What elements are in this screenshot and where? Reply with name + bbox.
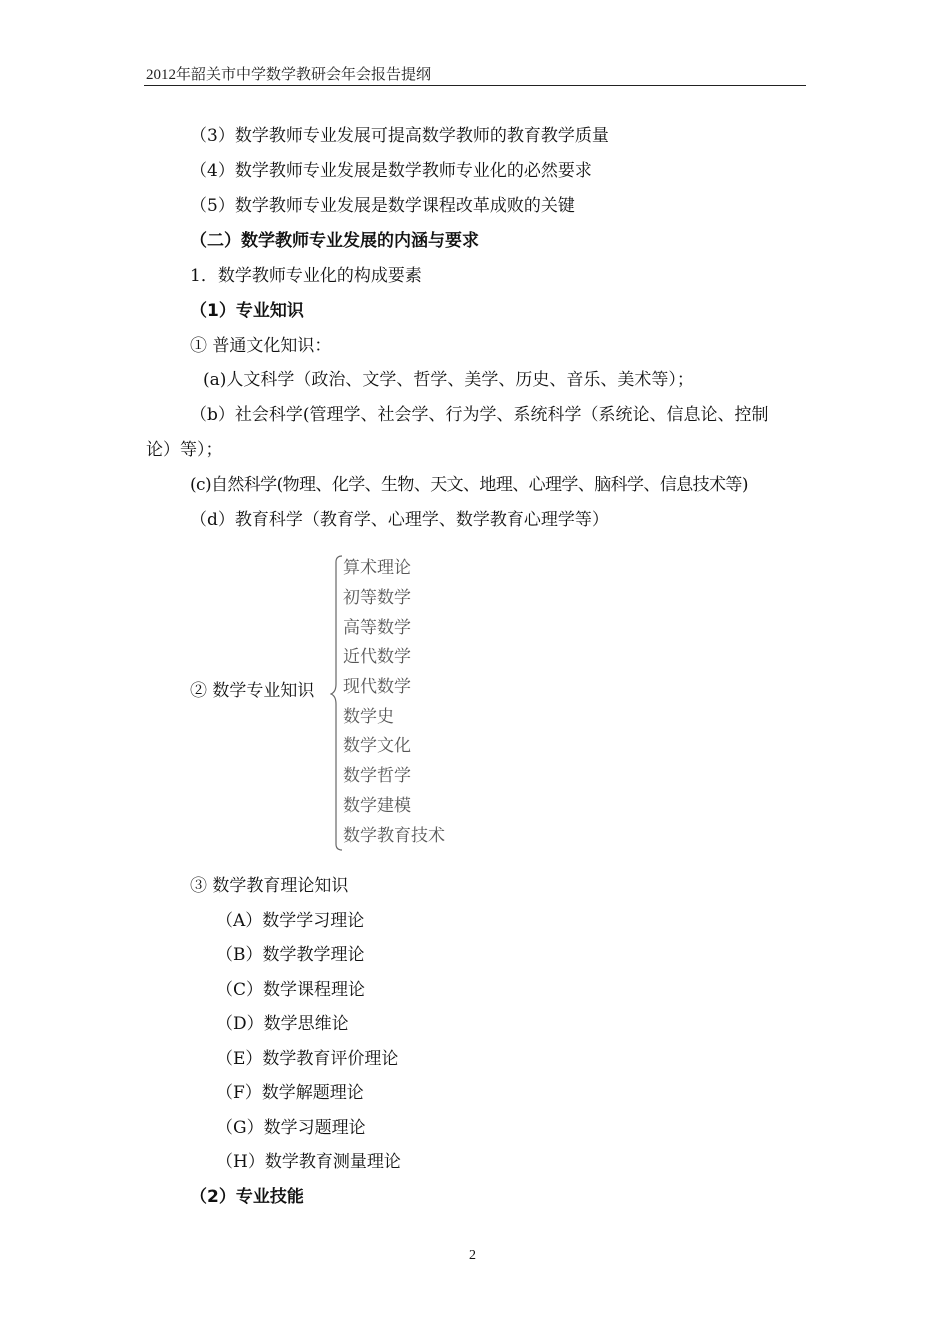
social-science-item-line2: 论）等）； [146,440,223,460]
left-brace-icon [330,554,344,854]
paragraph-3: （3）数学教师专业发展可提高数学教师的教育教学质量 [190,126,609,146]
list-item: 数学教育技术 [343,826,445,846]
list-item: 数学史 [343,707,394,727]
list-item: （H）数学教育测量理论 [216,1152,401,1172]
list-item: （A）数学学习理论 [216,911,365,931]
list-item: 数学建模 [343,796,411,816]
header-divider [144,85,806,86]
running-header: 2012年韶关市中学数学教研会年会报告提纲 [146,67,432,83]
list-item: 现代数学 [343,677,411,697]
paragraph-4: （4）数学教师专业发展是数学教师专业化的必然要求 [190,161,592,181]
list-item: 近代数学 [343,647,411,667]
subheading-professional-knowledge: （1）专业知识 [190,301,304,321]
math-education-theory: ③ 数学教育理论知识 [190,876,349,896]
page-number: 2 [469,1248,476,1263]
list-item: 算术理论 [343,558,411,578]
social-science-item-line1: （b）社会科学(管理学、社会学、行为学、系统科学（系统论、信息论、控制 [190,405,769,425]
list-item: （B）数学教学理论 [216,945,365,965]
humanities-item: (a)人文科学（政治、文学、哲学、美学、历史、音乐、美术等）； [203,370,694,390]
natural-science-item: (c)自然科学(物理、化学、生物、天文、地理、心理学、脑科学、信息技术等) [190,475,748,495]
list-item: （G）数学习题理论 [216,1118,366,1138]
list-item: 数学文化 [343,736,411,756]
paragraph-5: （5）数学教师专业发展是数学课程改革成败的关键 [190,196,575,216]
general-culture-knowledge: ① 普通文化知识： [190,336,332,356]
list-item: （C）数学课程理论 [216,980,366,1000]
math-knowledge-brace-list [330,554,530,854]
education-science-item: （d）教育科学（教育学、心理学、数学教育心理学等） [190,510,609,530]
list-item: 初等数学 [343,588,411,608]
subheading-professional-skills: （2）专业技能 [190,1187,304,1207]
list-item: 高等数学 [343,618,411,638]
list-item: 数学哲学 [343,766,411,786]
item-1: 1．数学教师专业化的构成要素 [190,266,422,286]
section-heading-2: （二）数学教师专业发展的内涵与要求 [190,231,479,251]
list-item: （D）数学思维论 [216,1014,349,1034]
list-item: （F）数学解题理论 [216,1083,364,1103]
list-item: （E）数学教育评价理论 [216,1049,399,1069]
math-professional-knowledge: ② 数学专业知识 [190,681,315,701]
